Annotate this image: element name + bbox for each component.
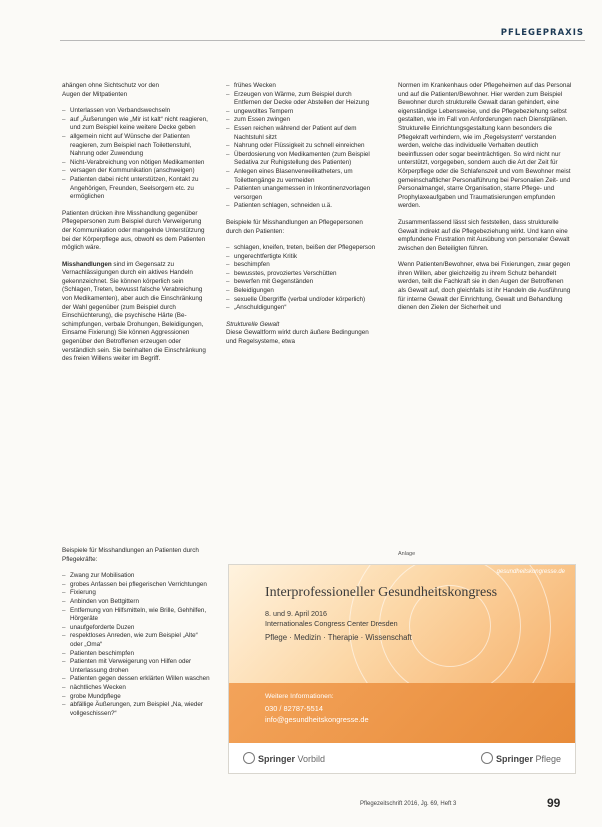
continuation-marker: Anlage <box>398 551 416 557</box>
ad-tag: gesundheitskongresse.de <box>496 569 565 575</box>
list-item: – Patienten dabei nicht unterstützen, Kontakt zu Angehörigen, Freunden, Seelsorgern etc. zu ermöglichen <box>62 176 212 202</box>
springer-horse-icon <box>243 752 255 764</box>
column-1-lower <box>62 547 212 726</box>
ad-phone: 030 / 82787-5514 <box>265 704 323 713</box>
list-item: – unaufgeforderte Duzen <box>62 624 212 633</box>
list-item: – Überdosierung von Medikamenten (zum Beispiel Sedativa zur Ruhigstellung des Patienten) <box>226 151 376 168</box>
brand-left-name: Springer <box>258 754 296 764</box>
list-item: – Patienten gegen dessen erklärten Willen waschen <box>62 675 212 684</box>
springer-pflege-logo <box>481 752 561 764</box>
ad-title: Interprofessioneller Gesundheitskongress <box>265 585 498 600</box>
col3-paragraph-3: Wenn Patienten/Bewohner, etwa bei Fixierungen, zwar gegen ihren Willen, aber gleichzeitig zu ihrem Schutz behandelt werden, teilt die Fachkraft sie in den Augen der Betroffenen als Gewalt auf, doch gleichfalls ist ihr Handeln die Ausführung für interne Gewalt der Einrichtung, Gewalt und Behandlung dienen den Zielen der Sicherheit und <box>398 261 571 312</box>
col3-paragraph-1: Normen im Krankenhaus oder Pflegeheimen auf das Personal und auf die Patienten/Bewohner. Hier werden zum Beispiel Bewohner durch strukturelle Gewalt daran gehindert, eine eigenständige Lebensweise, und die Pflegebeziehung selbst gestalten, wie im Fall von Anforderungen nach Dienstplänen. Strukturelle Einrichtungsgestaltung kann besonders die Pflegekraft verhindern, wie im „Regelsystem“ verstanden werden, welche das individuelle Verhalten deutlich beeinflussen oder sogar beeinträchtigen. So wird nicht nur unterstützt, vorgegeben, sondern auch die Art der Zeit für Körperpflege oder die Schlafenszeit und vom Bewohner meist gemeinschaftlicher Personalführung bei Personalien Zeit- und Personalmangel, starre Organisation, starre Pflege- und Prophylaxeaufgaben und Traumatisierungen empfunden werden. <box>398 82 572 210</box>
list-item: – Entfernung von Hilfsmitteln, wie Brille, Gehhilfen, Hörgeräte <box>62 607 212 624</box>
list-item: – Zwang zur Mobilisation <box>62 572 212 581</box>
list-item: – abfällige Äußerungen, zum Beispiel „Na, wieder vollgeschissen?“ <box>62 701 212 718</box>
springer-vorbild-logo <box>243 752 325 764</box>
list-item: – Essen reichen während der Patient auf dem Nachtstuhl sitzt <box>226 125 376 142</box>
list-item: – beschimpfen <box>226 261 376 270</box>
list-item: – Nicht-Verabreichung von nötigen Medikamenten <box>62 159 212 168</box>
col1-paragraph-1: Patienten drücken ihre Misshandlung gegenüber Pflegepersonen zum Beispiel durch Verweigerung der Kommunikation oder mangelnde Unterstützung bei der Körperpflege aus, obwohl es dem Patienten möglich wäre. <box>62 209 206 252</box>
header-rule <box>60 40 585 41</box>
list-item: – schlagen, kneifen, treten, beißen der Pflegeperson <box>226 244 376 253</box>
list-item: – Nahrung oder Flüssigkeit zu schnell einreichen <box>226 142 376 151</box>
col2-intro: Beispiele für Misshandlungen an Pflegepersonen durch den Patienten: <box>226 218 363 235</box>
list-item: – grobe Mundpflege <box>62 693 212 702</box>
col2-list-1 <box>226 82 376 211</box>
ad-topics: Pflege · Medizin · Therapie · Wissenschaft <box>265 633 412 642</box>
page-number: 99 <box>547 796 561 810</box>
column-3 <box>398 82 573 321</box>
col1b-intro: Beispiele für Misshandlungen an Patienten durch Pflegekräfte: <box>62 547 199 563</box>
ad-footer <box>229 743 575 773</box>
list-item: – zum Essen zwingen <box>226 116 376 125</box>
column-1 <box>62 82 212 372</box>
list-item: – bewusstes, provoziertes Verschütten <box>226 270 376 279</box>
ad-date: 8. und 9. April 2016 <box>265 609 327 618</box>
list-item: – Patienten mit Verweigerung von Hilfen oder Unterlassung drohen <box>62 658 212 675</box>
list-item: – grobes Anfassen bei pflegerischen Verrichtungen <box>62 581 212 590</box>
list-item: – „Anschuldigungen“ <box>226 304 376 313</box>
col1-lead <box>62 82 212 99</box>
list-item: – Beleidigungen <box>226 287 376 296</box>
col1-list <box>62 107 212 202</box>
col1-paragraph-2-text: sind im Gegensatz zu Vernachlässigungen durch ein aktives Handeln gekennzeichnet. Sie können körperlich sein (Schlagen, Treten, bewusst falsche Verabreichung von Medikamenten), aber auch die Einschränkung der Wahl gegenüber (zum Beispiel durch Einschüchterung), die psychische Härte (Beschimpfungen, verbale Drohungen, Beleidigungen, Einsame Fixierung) Sie können Aggressionen gegenüber den Betroffenen erzeugen oder verständlich sein. Sie beinhalten die Einschränkung des freien Willens weiter im Begriff. <box>62 260 206 363</box>
list-item: – auf „Äußerungen wie „Mir ist kalt“ nicht reagieren, und zum Beispiel keine weitere Decke geben <box>62 116 212 133</box>
col2-paragraph: Diese Gewaltform wirkt durch äußere Bedingungen und Regelsysteme, etwa <box>226 329 369 346</box>
journal-citation: Pflegezeitschrift 2016, Jg. 69, Heft 3 <box>360 801 457 807</box>
list-item: – Patienten unangemessen in Inkontinenzvorlagen versorgen <box>226 185 376 202</box>
list-item: – Patienten schlagen, schneiden u.ä. <box>226 202 376 211</box>
col1-lead-line-2: Augen der Mitpatienten <box>62 90 128 98</box>
list-item: – Fixierung <box>62 589 212 598</box>
list-item: – Unterlassen von Verbandswechseln <box>62 107 212 116</box>
list-item: – Anlegen eines Blasenverweilkatheters, um Toilettengänge zu vermeiden <box>226 168 376 185</box>
col1-lead-line-1: ahängen ohne Sichtschutz vor den <box>62 82 159 89</box>
list-item: – sexuelle Übergriffe (verbal und/oder körperlich) <box>226 296 376 305</box>
col3-paragraph-2: Zusammenfassend lässt sich feststellen, dass strukturelle Gewalt indirekt auf die Pflegebeziehung wirkt. Und kann eine empfundene Frustration mit Ausübung von personaler Gewalt zwischen den Beteiligten führen. <box>398 218 570 252</box>
ad-email[interactable]: info@gesundheitskongresse.de <box>265 715 369 724</box>
list-item: – ungerechtfertigte Kritik <box>226 253 376 262</box>
list-item: – nächtliches Wecken <box>62 684 212 693</box>
list-item: – Erzeugen von Wärme, zum Beispiel durch Entfernen der Decke oder Abstellen der Heizung <box>226 91 376 108</box>
list-item: – versagen der Kommunikation (anschweigen) <box>62 167 212 176</box>
list-item: – Anbinden von Bettgittern <box>62 598 212 607</box>
advertisement[interactable] <box>228 564 576 774</box>
column-2 <box>226 82 376 355</box>
list-item: – respektloses Anreden, wie zum Beispiel „Alte“ oder „Oma“ <box>62 632 212 649</box>
list-item: – allgemein nicht auf Wünsche der Patienten reagieren, zum Beispiel nach Toilettenstuhl, Nahrung oder Zuwendung <box>62 133 212 159</box>
section-label: PFLEGEPRAXIS <box>500 28 584 38</box>
ad-contact-panel <box>229 683 575 743</box>
list-item: – frühes Wecken <box>226 82 376 91</box>
brand-left-sub: Vorbild <box>297 754 326 764</box>
brand-right-name: Springer <box>495 754 533 764</box>
list-item: – Patienten beschimpfen <box>62 650 212 659</box>
brand-right-sub: Pflege <box>535 754 561 764</box>
col1b-list <box>62 572 212 718</box>
term-misshandlungen: Misshandlungen <box>62 260 112 268</box>
ad-banner <box>229 565 575 683</box>
col2-list-2 <box>226 244 376 313</box>
list-item: – bewerfen mit Gegenständen <box>226 278 376 287</box>
ad-venue: Internationales Congress Center Dresden <box>265 619 398 628</box>
springer-horse-icon <box>481 752 493 764</box>
list-item: – ungewolltes Tempern <box>226 108 376 117</box>
ad-info-label: Weitere Informationen: <box>265 693 334 700</box>
col2-subhead: Strukturelle Gewalt <box>226 320 280 328</box>
col1-paragraph-2 <box>62 261 212 364</box>
